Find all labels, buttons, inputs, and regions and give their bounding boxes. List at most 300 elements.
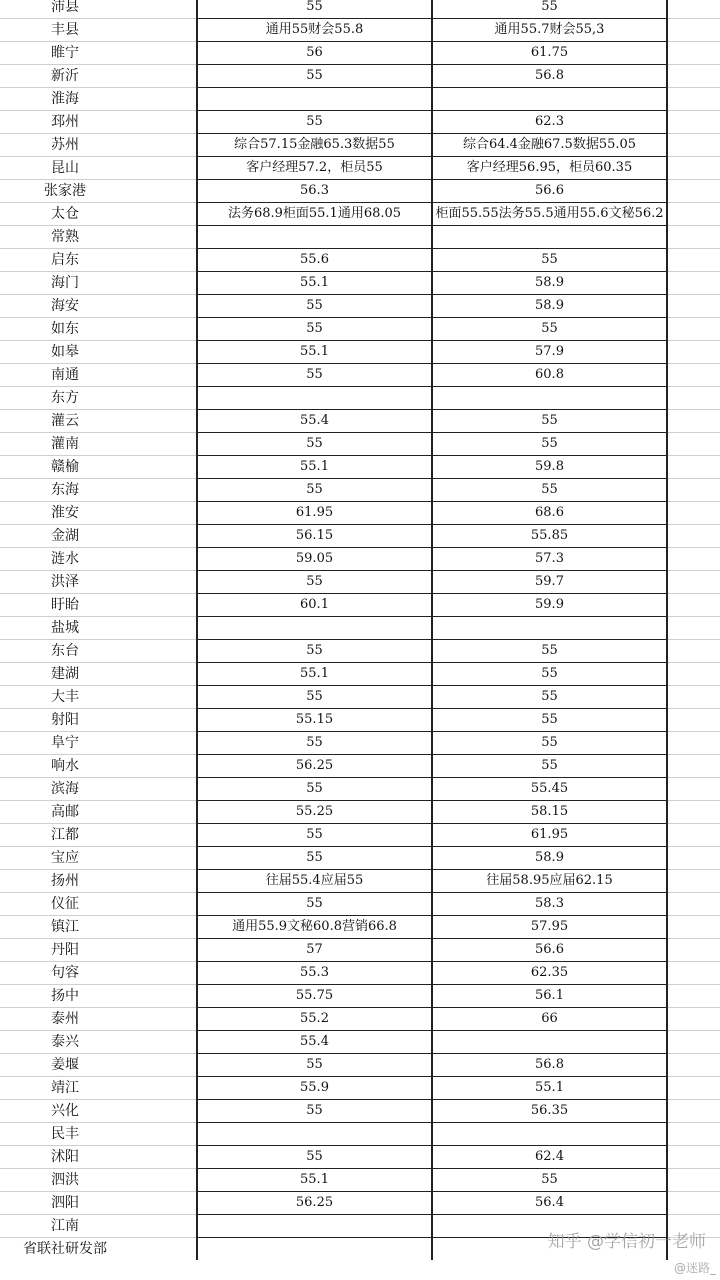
score-cell-2[interactable]: 55.1 (432, 1077, 667, 1100)
region-cell[interactable]: 启东 (0, 249, 130, 272)
score-cell-1[interactable]: 60.1 (197, 594, 432, 617)
empty-cell[interactable] (130, 318, 197, 341)
empty-cell[interactable] (667, 318, 720, 341)
score-cell-1[interactable] (197, 1123, 432, 1146)
region-cell[interactable]: 睢宁 (0, 42, 130, 65)
empty-cell[interactable] (667, 640, 720, 663)
region-cell[interactable]: 赣榆 (0, 456, 130, 479)
region-cell[interactable]: 泰兴 (0, 1031, 130, 1054)
region-cell[interactable]: 民丰 (0, 1123, 130, 1146)
table-row (0, 939, 720, 962)
score-cell-1[interactable]: 55 (197, 1100, 432, 1123)
empty-cell[interactable] (130, 640, 197, 663)
score-cell-2[interactable]: 58.3 (432, 893, 667, 916)
empty-cell[interactable] (667, 387, 720, 410)
empty-cell[interactable] (130, 65, 197, 88)
score-cell-2[interactable]: 55 (432, 479, 667, 502)
empty-cell[interactable] (130, 709, 197, 732)
empty-cell[interactable] (667, 663, 720, 686)
score-cell-2[interactable]: 客户经理56.95，柜员60.35 (432, 157, 667, 180)
table-row (0, 778, 720, 801)
region-cell[interactable]: 姜堰 (0, 1054, 130, 1077)
score-cell-1[interactable]: 55.9 (197, 1077, 432, 1100)
score-cell-1[interactable]: 55.1 (197, 272, 432, 295)
empty-cell[interactable] (667, 962, 720, 985)
table-row (0, 111, 720, 134)
region-cell[interactable]: 镇江 (0, 916, 130, 939)
region-cell[interactable]: 灌南 (0, 433, 130, 456)
empty-cell[interactable] (130, 433, 197, 456)
empty-cell[interactable] (130, 226, 197, 249)
empty-cell[interactable] (667, 341, 720, 364)
score-cell-1[interactable]: 55 (197, 1146, 432, 1169)
region-cell[interactable]: 建湖 (0, 663, 130, 686)
empty-cell[interactable] (667, 1054, 720, 1077)
score-cell-1[interactable]: 56.25 (197, 1192, 432, 1215)
region-cell[interactable]: 金湖 (0, 525, 130, 548)
score-cell-2[interactable]: 55 (432, 0, 667, 19)
score-cell-2[interactable]: 55 (432, 318, 667, 341)
score-cell-1[interactable]: 57 (197, 939, 432, 962)
score-cell-2[interactable]: 62.35 (432, 962, 667, 985)
table-row (0, 249, 720, 272)
region-cell[interactable]: 南通 (0, 364, 130, 387)
region-cell[interactable]: 东海 (0, 479, 130, 502)
empty-cell[interactable] (667, 226, 720, 249)
empty-cell[interactable] (667, 801, 720, 824)
score-cell-1[interactable]: 55.1 (197, 341, 432, 364)
table-row (0, 548, 720, 571)
score-cell-1[interactable] (197, 617, 432, 640)
score-cell-2[interactable]: 56.6 (432, 180, 667, 203)
region-cell[interactable]: 扬州 (0, 870, 130, 893)
score-cell-2[interactable]: 55 (432, 663, 667, 686)
empty-cell[interactable] (667, 1077, 720, 1100)
score-cell-1[interactable] (197, 226, 432, 249)
score-cell-1[interactable]: 通用55财会55.8 (197, 19, 432, 42)
score-cell-1[interactable] (197, 387, 432, 410)
region-cell[interactable]: 响水 (0, 755, 130, 778)
empty-cell[interactable] (667, 870, 720, 893)
score-cell-2[interactable]: 59.9 (432, 594, 667, 617)
score-cell-1[interactable]: 55 (197, 640, 432, 663)
empty-cell[interactable] (130, 916, 197, 939)
empty-cell[interactable] (667, 778, 720, 801)
empty-cell[interactable] (667, 893, 720, 916)
score-cell-1[interactable]: 56.15 (197, 525, 432, 548)
score-cell-1[interactable]: 客户经理57.2，柜员55 (197, 157, 432, 180)
score-cell-2[interactable]: 61.75 (432, 42, 667, 65)
score-cell-2[interactable]: 58.9 (432, 272, 667, 295)
score-cell-2[interactable] (432, 387, 667, 410)
table-row (0, 916, 720, 939)
score-cell-1[interactable]: 55.75 (197, 985, 432, 1008)
empty-cell[interactable] (130, 364, 197, 387)
empty-cell[interactable] (667, 456, 720, 479)
score-cell-1[interactable]: 往届55.4应届55 (197, 870, 432, 893)
region-cell[interactable]: 句容 (0, 962, 130, 985)
score-cell-1[interactable]: 55.15 (197, 709, 432, 732)
empty-cell[interactable] (130, 732, 197, 755)
empty-cell[interactable] (667, 19, 720, 42)
score-cell-1[interactable]: 55 (197, 433, 432, 456)
region-cell[interactable]: 靖江 (0, 1077, 130, 1100)
empty-cell[interactable] (130, 42, 197, 65)
empty-cell[interactable] (130, 272, 197, 295)
empty-cell[interactable] (130, 617, 197, 640)
empty-cell[interactable] (130, 525, 197, 548)
empty-cell[interactable] (130, 180, 197, 203)
empty-cell[interactable] (667, 134, 720, 157)
empty-cell[interactable] (667, 180, 720, 203)
score-cell-1[interactable]: 55 (197, 0, 432, 19)
score-cell-2[interactable]: 通用55.7财会55,3 (432, 19, 667, 42)
score-cell-2[interactable]: 56.8 (432, 65, 667, 88)
score-cell-2[interactable]: 58.15 (432, 801, 667, 824)
score-cell-1[interactable]: 55.3 (197, 962, 432, 985)
empty-cell[interactable] (667, 985, 720, 1008)
score-cell-1[interactable]: 55 (197, 847, 432, 870)
score-cell-1[interactable]: 55 (197, 295, 432, 318)
empty-cell[interactable] (130, 847, 197, 870)
empty-cell[interactable] (667, 1008, 720, 1031)
empty-cell[interactable] (667, 410, 720, 433)
empty-cell[interactable] (130, 249, 197, 272)
region-cell[interactable]: 淮安 (0, 502, 130, 525)
empty-cell[interactable] (667, 548, 720, 571)
empty-cell[interactable] (667, 111, 720, 134)
empty-cell[interactable] (130, 870, 197, 893)
empty-cell[interactable] (130, 571, 197, 594)
region-cell[interactable]: 常熟 (0, 226, 130, 249)
empty-cell[interactable] (667, 847, 720, 870)
empty-cell[interactable] (667, 939, 720, 962)
table-row (0, 1031, 720, 1054)
region-cell[interactable]: 省联社研发部 (0, 1238, 130, 1261)
empty-cell[interactable] (667, 525, 720, 548)
table-row (0, 203, 720, 226)
empty-cell[interactable] (667, 709, 720, 732)
region-cell[interactable]: 丹阳 (0, 939, 130, 962)
score-cell-2[interactable]: 60.8 (432, 364, 667, 387)
score-cell-2[interactable]: 62.3 (432, 111, 667, 134)
table-row (0, 962, 720, 985)
score-cell-1[interactable]: 55 (197, 778, 432, 801)
empty-cell[interactable] (130, 502, 197, 525)
score-cell-2[interactable] (432, 226, 667, 249)
empty-cell[interactable] (130, 341, 197, 364)
empty-cell[interactable] (667, 0, 720, 19)
score-cell-2[interactable]: 57.9 (432, 341, 667, 364)
region-cell[interactable]: 灌云 (0, 410, 130, 433)
score-cell-1[interactable]: 59.05 (197, 548, 432, 571)
score-cell-1[interactable]: 55.4 (197, 1031, 432, 1054)
score-cell-2[interactable]: 往届58.95应届62.15 (432, 870, 667, 893)
empty-cell[interactable] (130, 111, 197, 134)
table-row (0, 502, 720, 525)
empty-cell[interactable] (667, 1031, 720, 1054)
region-cell[interactable]: 扬中 (0, 985, 130, 1008)
empty-cell[interactable] (667, 916, 720, 939)
score-cell-1[interactable]: 55 (197, 732, 432, 755)
score-cell-1[interactable]: 55.1 (197, 663, 432, 686)
empty-cell[interactable] (130, 755, 197, 778)
score-cell-2[interactable]: 58.9 (432, 847, 667, 870)
empty-cell[interactable] (130, 1123, 197, 1146)
region-cell[interactable]: 阜宁 (0, 732, 130, 755)
empty-cell[interactable] (130, 686, 197, 709)
empty-cell[interactable] (130, 1146, 197, 1169)
score-cell-2[interactable]: 59.7 (432, 571, 667, 594)
score-cell-2[interactable]: 66 (432, 1008, 667, 1031)
empty-cell[interactable] (130, 778, 197, 801)
region-cell[interactable]: 如东 (0, 318, 130, 341)
table-row (0, 157, 720, 180)
empty-cell[interactable] (667, 755, 720, 778)
region-cell[interactable]: 如皋 (0, 341, 130, 364)
weibo-watermark: @迷路_ (673, 1261, 716, 1275)
table-row (0, 134, 720, 157)
score-cell-2[interactable]: 61.95 (432, 824, 667, 847)
score-cell-2[interactable]: 55 (432, 755, 667, 778)
empty-cell[interactable] (130, 456, 197, 479)
empty-cell[interactable] (667, 479, 720, 502)
table-row (0, 824, 720, 847)
empty-cell[interactable] (130, 1100, 197, 1123)
score-cell-2[interactable]: 58.9 (432, 295, 667, 318)
table-row (0, 686, 720, 709)
score-cell-2[interactable] (432, 1123, 667, 1146)
empty-cell[interactable] (667, 594, 720, 617)
region-cell[interactable]: 太仓 (0, 203, 130, 226)
region-cell[interactable]: 射阳 (0, 709, 130, 732)
score-cell-2[interactable]: 57.95 (432, 916, 667, 939)
empty-cell[interactable] (130, 0, 197, 19)
empty-cell[interactable] (130, 1169, 197, 1192)
empty-cell[interactable] (130, 134, 197, 157)
score-cell-2[interactable]: 57.3 (432, 548, 667, 571)
empty-cell[interactable] (130, 939, 197, 962)
table-row (0, 65, 720, 88)
score-cell-2[interactable]: 综合64.4金融67.5数据55.05 (432, 134, 667, 157)
score-cell-1[interactable]: 55 (197, 1054, 432, 1077)
score-cell-1[interactable]: 55.1 (197, 456, 432, 479)
empty-cell[interactable] (130, 157, 197, 180)
score-cell-1[interactable]: 56.3 (197, 180, 432, 203)
empty-cell[interactable] (667, 203, 720, 226)
region-cell[interactable]: 涟水 (0, 548, 130, 571)
empty-cell[interactable] (130, 1054, 197, 1077)
score-cell-2[interactable] (432, 617, 667, 640)
score-cell-1[interactable]: 通用55.9文秘60.8营销66.8 (197, 916, 432, 939)
region-cell[interactable]: 滨海 (0, 778, 130, 801)
score-cell-1[interactable]: 55.4 (197, 410, 432, 433)
empty-cell[interactable] (667, 1192, 720, 1215)
score-cell-2[interactable]: 55 (432, 709, 667, 732)
score-cell-1[interactable] (197, 1215, 432, 1238)
empty-cell[interactable] (130, 548, 197, 571)
empty-cell[interactable] (667, 732, 720, 755)
empty-cell[interactable] (667, 88, 720, 111)
region-cell[interactable]: 丰县 (0, 19, 130, 42)
region-cell[interactable]: 邳州 (0, 111, 130, 134)
empty-cell[interactable] (667, 65, 720, 88)
empty-cell[interactable] (667, 686, 720, 709)
region-cell[interactable]: 东台 (0, 640, 130, 663)
empty-cell[interactable] (667, 502, 720, 525)
table-row (0, 801, 720, 824)
score-cell-1[interactable] (197, 1238, 432, 1261)
empty-cell[interactable] (667, 1146, 720, 1169)
empty-cell[interactable] (130, 19, 197, 42)
table-row (0, 1169, 720, 1192)
score-cell-1[interactable]: 55.2 (197, 1008, 432, 1031)
score-cell-1[interactable]: 55.1 (197, 1169, 432, 1192)
score-cell-2[interactable]: 55.45 (432, 778, 667, 801)
region-cell[interactable]: 海安 (0, 295, 130, 318)
region-cell[interactable]: 海门 (0, 272, 130, 295)
table-row (0, 341, 720, 364)
table-row (0, 19, 720, 42)
empty-cell[interactable] (667, 824, 720, 847)
empty-cell[interactable] (667, 157, 720, 180)
region-cell[interactable]: 宝应 (0, 847, 130, 870)
empty-cell[interactable] (667, 571, 720, 594)
score-cell-2[interactable]: 62.4 (432, 1146, 667, 1169)
score-cell-1[interactable]: 61.95 (197, 502, 432, 525)
empty-cell[interactable] (667, 272, 720, 295)
score-cell-2[interactable]: 56.35 (432, 1100, 667, 1123)
table-row (0, 1123, 720, 1146)
table-row (0, 755, 720, 778)
score-cell-2[interactable]: 55 (432, 410, 667, 433)
score-cell-2[interactable]: 55 (432, 686, 667, 709)
region-cell[interactable]: 大丰 (0, 686, 130, 709)
table-row (0, 870, 720, 893)
empty-cell[interactable] (130, 893, 197, 916)
empty-cell[interactable] (130, 594, 197, 617)
empty-cell[interactable] (667, 249, 720, 272)
score-cell-1[interactable]: 55 (197, 318, 432, 341)
score-cell-1[interactable]: 55 (197, 65, 432, 88)
region-cell[interactable]: 昆山 (0, 157, 130, 180)
score-cell-1[interactable]: 55 (197, 111, 432, 134)
score-cell-2[interactable]: 55 (432, 433, 667, 456)
region-cell[interactable]: 沭阳 (0, 1146, 130, 1169)
empty-cell[interactable] (130, 387, 197, 410)
region-cell[interactable]: 张家港 (0, 180, 130, 203)
empty-cell[interactable] (130, 295, 197, 318)
empty-cell[interactable] (667, 364, 720, 387)
empty-cell[interactable] (130, 203, 197, 226)
empty-cell[interactable] (130, 801, 197, 824)
empty-cell[interactable] (130, 1031, 197, 1054)
region-cell[interactable]: 沛县 (0, 0, 130, 19)
region-cell[interactable]: 东方 (0, 387, 130, 410)
score-cell-2[interactable] (432, 88, 667, 111)
region-cell[interactable]: 淮海 (0, 88, 130, 111)
region-cell[interactable]: 泗阳 (0, 1192, 130, 1215)
empty-cell[interactable] (130, 1192, 197, 1215)
empty-cell[interactable] (130, 663, 197, 686)
score-cell-1[interactable]: 55.6 (197, 249, 432, 272)
score-cell-1[interactable]: 法务68.9柜面55.1通用68.05 (197, 203, 432, 226)
score-cell-2[interactable]: 56.1 (432, 985, 667, 1008)
empty-cell[interactable] (667, 617, 720, 640)
region-cell[interactable]: 高邮 (0, 801, 130, 824)
region-cell[interactable]: 洪泽 (0, 571, 130, 594)
empty-cell[interactable] (130, 962, 197, 985)
score-cell-2[interactable]: 55 (432, 1169, 667, 1192)
empty-cell[interactable] (667, 433, 720, 456)
region-cell[interactable]: 兴化 (0, 1100, 130, 1123)
empty-cell[interactable] (130, 479, 197, 502)
empty-cell[interactable] (130, 88, 197, 111)
table-row (0, 1008, 720, 1031)
score-cell-2[interactable]: 55.85 (432, 525, 667, 548)
region-cell[interactable]: 盱眙 (0, 594, 130, 617)
score-cell-2[interactable]: 56.4 (432, 1192, 667, 1215)
empty-cell[interactable] (667, 1169, 720, 1192)
empty-cell[interactable] (667, 1123, 720, 1146)
empty-cell[interactable] (130, 824, 197, 847)
score-cell-1[interactable]: 55 (197, 571, 432, 594)
score-cell-1[interactable]: 55 (197, 364, 432, 387)
score-cell-1[interactable]: 55 (197, 479, 432, 502)
score-cell-2[interactable]: 55 (432, 640, 667, 663)
empty-cell[interactable] (667, 1100, 720, 1123)
score-cell-2[interactable] (432, 1031, 667, 1054)
table-row (0, 893, 720, 916)
empty-cell[interactable] (130, 985, 197, 1008)
score-cell-1[interactable] (197, 88, 432, 111)
region-cell[interactable]: 泗洪 (0, 1169, 130, 1192)
score-cell-2[interactable]: 56.6 (432, 939, 667, 962)
empty-cell[interactable] (130, 1238, 197, 1261)
score-cell-1[interactable]: 55 (197, 824, 432, 847)
region-cell[interactable]: 新沂 (0, 65, 130, 88)
score-cell-2[interactable]: 59.8 (432, 456, 667, 479)
score-cell-1[interactable]: 55.25 (197, 801, 432, 824)
score-cell-2[interactable]: 55 (432, 249, 667, 272)
table-row (0, 387, 720, 410)
score-cell-1[interactable]: 55 (197, 686, 432, 709)
empty-cell[interactable] (130, 410, 197, 433)
score-cell-1[interactable]: 55 (197, 893, 432, 916)
score-cell-2[interactable]: 55 (432, 732, 667, 755)
score-cell-1[interactable]: 56 (197, 42, 432, 65)
table-row (0, 732, 720, 755)
region-cell[interactable]: 江南 (0, 1215, 130, 1238)
score-cell-2[interactable]: 68.6 (432, 502, 667, 525)
score-cell-1[interactable]: 56.25 (197, 755, 432, 778)
score-cell-2[interactable]: 柜面55.55法务55.5通用55.6文秘56.2 (432, 203, 667, 226)
empty-cell[interactable] (130, 1077, 197, 1100)
region-cell[interactable]: 苏州 (0, 134, 130, 157)
empty-cell[interactable] (667, 295, 720, 318)
score-cell-2[interactable]: 56.8 (432, 1054, 667, 1077)
empty-cell[interactable] (130, 1215, 197, 1238)
table-row (0, 640, 720, 663)
empty-cell[interactable] (130, 1008, 197, 1031)
region-cell[interactable]: 仪征 (0, 893, 130, 916)
score-cell-1[interactable]: 综合57.15金融65.3数据55 (197, 134, 432, 157)
region-cell[interactable]: 江都 (0, 824, 130, 847)
region-cell[interactable]: 盐城 (0, 617, 130, 640)
region-cell[interactable]: 泰州 (0, 1008, 130, 1031)
empty-cell[interactable] (667, 42, 720, 65)
table-row (0, 88, 720, 111)
